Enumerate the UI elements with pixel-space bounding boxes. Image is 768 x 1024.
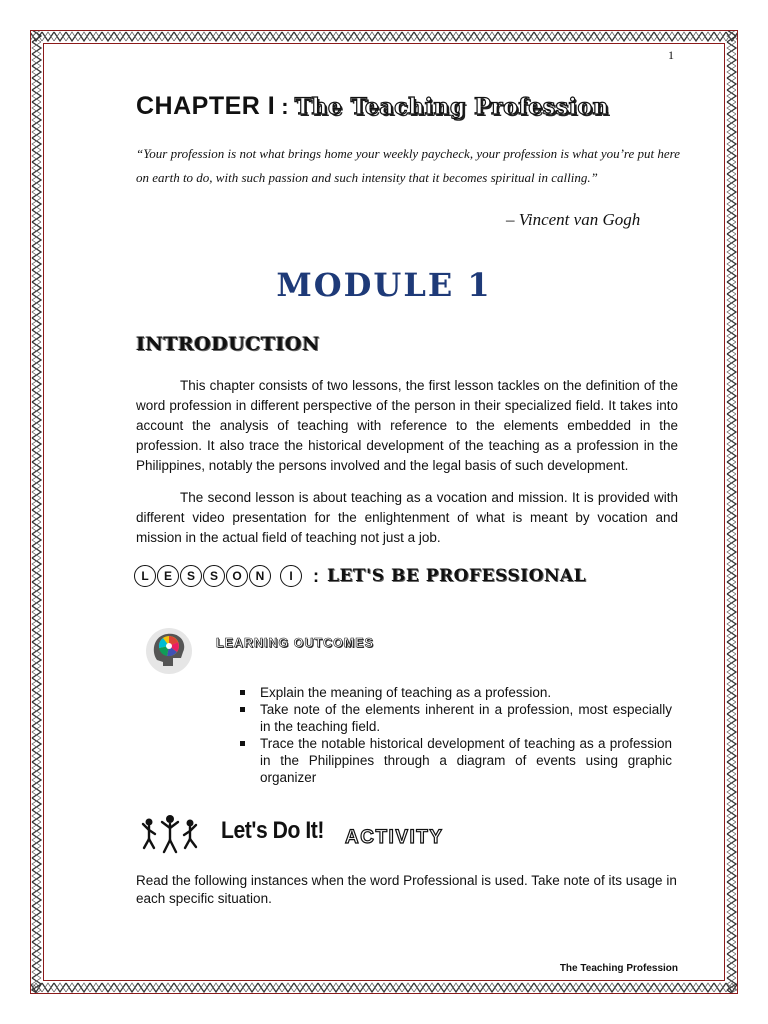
lesson-heading [134, 565, 586, 587]
module-title: MODULE 1 [276, 266, 492, 304]
lesson-letter-circle: S [203, 565, 225, 587]
lesson-letter-circle: N [249, 565, 271, 587]
lesson-title: LET'S BE PROFESSIONAL [327, 566, 587, 586]
lesson-letter-circle: L [134, 565, 156, 587]
page-number: 1 [668, 48, 674, 62]
learning-outcomes-list [236, 684, 672, 786]
lesson-letter-circle: E [157, 565, 179, 587]
activity-label: ACTIVITY [345, 827, 444, 848]
activity-instruction: Read the following instances when the word Professional is used. Take note of its usage in each specific situation. [136, 873, 677, 906]
chapter-separator: : [281, 94, 289, 119]
introduction-paragraph-2 [136, 488, 678, 548]
border-pattern-right [725, 30, 738, 994]
lesson-letter-circle: S [180, 565, 202, 587]
list-item: Explain the meaning of teaching as a profession. [236, 684, 672, 701]
chapter-label: CHAPTER I [136, 92, 276, 120]
border-pattern-left [30, 30, 43, 994]
border-pattern-bottom [30, 981, 738, 994]
introduction-heading: INTRODUCTION [136, 333, 320, 355]
chapter-title: The Teaching Profession [294, 94, 610, 120]
lesson-letter-circle: O [226, 565, 248, 587]
introduction-paragraph-2-text: The second lesson is about teaching as a vocation and mission. It is provided with different video presentation for the enlightenment of what is meant by vocation and mission in the actual field of teaching not just a job. [136, 490, 678, 545]
page-footer: The Teaching Profession [559, 963, 678, 974]
colorful-brain-head-icon [143, 624, 195, 676]
chapter-heading [136, 92, 609, 121]
border-pattern-top [30, 30, 738, 43]
list-item: Trace the notable historical development of teaching as a profession in the Philippines through a diagram of events using graphic organizer [236, 735, 672, 786]
lesson-separator: : [313, 565, 319, 586]
lesson-number-circle: I [280, 565, 302, 587]
lets-do-it-heading: Let's Do It! [221, 817, 325, 844]
list-item: Take note of the elements inherent in a profession, most especially in the teaching field. [236, 701, 672, 735]
introduction-paragraph-1 [136, 376, 678, 476]
quote-author: – Vincent van Gogh [506, 210, 641, 229]
chapter-quote: “Your profession is not what brings home your weekly paycheck, your profession is what you’re put here on earth to do, with such passion and such intensity that it becomes spiritual in calling.” [136, 146, 680, 185]
learning-outcomes-heading: LEARNING OUTCOMES [216, 636, 374, 650]
introduction-paragraph-1-text: This chapter consists of two lessons, the first lesson tackles on the definition of the word profession in different perspective of the person in their specialized field. It takes into account the analysis of teaching with reference to the elements embedded in the profession. It also trace the historical development of the teaching as a profession in the Philippines, notably the persons involved and the legal basis of such development. [136, 378, 678, 473]
dancing-figures-icon [140, 814, 200, 854]
